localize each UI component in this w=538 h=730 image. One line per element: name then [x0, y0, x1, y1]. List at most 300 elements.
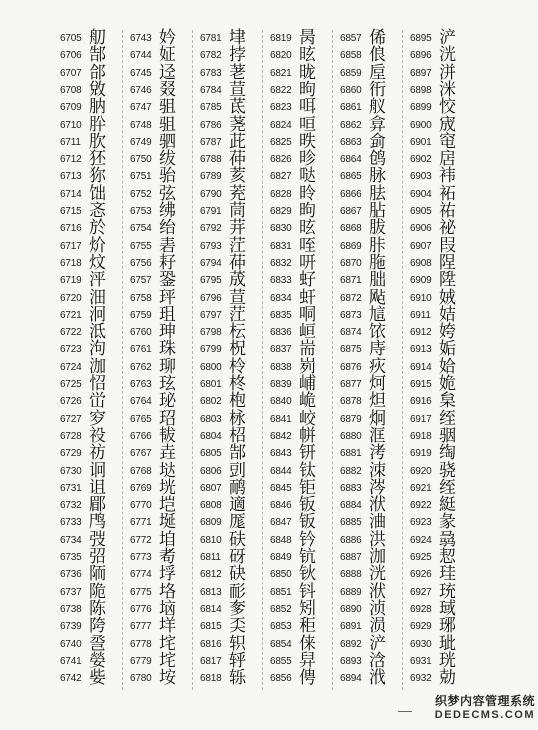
- char-glyph: 琙: [439, 598, 456, 619]
- char-glyph: 胩: [369, 235, 386, 256]
- table-column: [58, 30, 128, 690]
- char-code: 6932: [410, 673, 432, 685]
- char-glyph: 袥: [439, 183, 456, 204]
- char-code: 6858: [340, 50, 362, 62]
- table-row: [58, 99, 128, 116]
- char-glyph: 昤: [299, 183, 316, 204]
- char-code: 6809: [200, 517, 222, 529]
- char-code: 6886: [340, 534, 362, 546]
- char-glyph: 峧: [299, 408, 316, 429]
- char-glyph: 弢: [89, 529, 106, 550]
- char-glyph: 泇: [89, 356, 106, 377]
- char-code: 6742: [60, 673, 82, 685]
- char-code: 6928: [410, 603, 432, 615]
- char-glyph: 剅: [229, 460, 246, 481]
- char-code: 6733: [60, 517, 82, 529]
- char-code: 6889: [340, 586, 362, 598]
- char-glyph: 帡: [299, 425, 316, 446]
- table-column: [268, 30, 338, 690]
- char-code: 6905: [410, 206, 432, 217]
- table-row: [338, 168, 408, 185]
- char-code: 6789: [200, 171, 222, 183]
- char-glyph: 涔: [369, 477, 386, 498]
- char-code: 6887: [340, 552, 362, 563]
- table-row: [408, 618, 478, 635]
- char-glyph: 耑: [299, 339, 316, 360]
- char-code: 6737: [60, 586, 82, 598]
- char-glyph: 飐: [369, 287, 386, 308]
- char-code: 6852: [270, 603, 292, 615]
- char-glyph: 朏: [369, 270, 386, 291]
- table-row: [198, 460, 268, 481]
- char-glyph: 韨: [159, 425, 176, 446]
- char-code: 6760: [130, 327, 152, 339]
- character-table: [58, 30, 478, 690]
- char-glyph: 袆: [439, 166, 456, 187]
- char-code: 6900: [410, 119, 432, 131]
- char-glyph: 轷: [229, 650, 246, 671]
- char-glyph: 垯: [159, 460, 176, 481]
- char-glyph: 洴: [439, 62, 456, 83]
- char-code: 6770: [130, 500, 152, 512]
- table-row: [338, 114, 408, 135]
- char-glyph: 钬: [299, 564, 316, 585]
- char-code: 6816: [200, 638, 222, 650]
- table-row: [338, 99, 408, 116]
- char-glyph: 峛: [299, 356, 316, 377]
- char-code: 6807: [200, 482, 222, 494]
- char-code: 6862: [340, 119, 362, 131]
- char-glyph: 浀: [369, 512, 386, 533]
- char-code: 6750: [130, 154, 152, 166]
- table-row: [198, 341, 268, 358]
- table-row: [58, 47, 128, 64]
- char-code: 6849: [270, 552, 292, 563]
- char-code: 6772: [130, 534, 152, 546]
- char-code: 6740: [60, 638, 82, 650]
- char-code: 6897: [410, 67, 432, 79]
- table-column: [198, 30, 268, 690]
- char-code: 6907: [410, 240, 432, 252]
- table-row: [408, 220, 478, 237]
- char-code: 6725: [60, 379, 82, 390]
- char-code: 6863: [340, 136, 362, 148]
- column-divider: [402, 30, 404, 690]
- char-glyph: 炣: [369, 374, 386, 394]
- table-row: [128, 220, 198, 237]
- char-glyph: 枹: [229, 391, 246, 412]
- table-row: [338, 514, 408, 531]
- char-code: 6795: [200, 275, 222, 287]
- char-glyph: 弦: [159, 183, 176, 204]
- char-glyph: 舠: [89, 28, 106, 48]
- char-code: 6839: [270, 379, 292, 390]
- char-code: 6776: [130, 603, 152, 615]
- char-code: 6724: [60, 361, 82, 373]
- table-row: [268, 514, 338, 531]
- char-glyph: 咡: [299, 97, 316, 118]
- char-code: 6764: [130, 396, 152, 408]
- char-glyph: 绂: [159, 149, 176, 170]
- table-row: [198, 633, 268, 654]
- char-code: 6912: [410, 327, 432, 339]
- char-glyph: 狉: [89, 149, 106, 170]
- char-glyph: 枟: [229, 322, 246, 343]
- char-glyph: 姶: [439, 356, 456, 377]
- char-glyph: 奓: [229, 598, 246, 619]
- char-glyph: 弇: [369, 114, 386, 135]
- char-glyph: 琊: [439, 616, 456, 637]
- char-code: 6856: [270, 673, 292, 685]
- char-glyph: 叚: [439, 235, 456, 256]
- char-code: 6745: [130, 67, 152, 79]
- char-code: 6903: [410, 171, 432, 183]
- table-row: [198, 514, 268, 531]
- char-code: 6815: [200, 621, 222, 633]
- char-code: 6747: [130, 102, 152, 114]
- char-glyph: 嫈: [89, 650, 106, 671]
- char-code: 6729: [60, 448, 82, 460]
- char-glyph: 胣: [369, 252, 386, 273]
- char-glyph: 泜: [89, 322, 106, 343]
- char-code: 6915: [410, 379, 432, 390]
- char-code: 6755: [130, 240, 152, 252]
- char-glyph: 洸: [369, 564, 386, 585]
- char-code: 6909: [410, 275, 432, 287]
- char-code: 6806: [200, 465, 222, 477]
- char-glyph: 砄: [229, 564, 246, 585]
- char-glyph: 祐: [439, 201, 456, 221]
- table-row: [58, 272, 128, 289]
- char-glyph: 洣: [439, 79, 456, 100]
- char-glyph: 姃: [159, 45, 176, 66]
- char-glyph: 砉: [159, 235, 176, 256]
- char-code: 6705: [60, 33, 82, 44]
- char-glyph: 衎: [369, 79, 386, 100]
- table-row: [58, 514, 128, 531]
- char-code: 6910: [410, 292, 432, 304]
- char-glyph: 疢: [369, 356, 386, 377]
- char-code: 6881: [340, 448, 362, 460]
- char-code: 6794: [200, 257, 222, 269]
- char-glyph: 炆: [89, 252, 106, 273]
- char-glyph: 怊: [89, 374, 106, 394]
- table-row: [198, 445, 268, 462]
- char-code: 6744: [130, 50, 152, 62]
- char-code: 6913: [410, 344, 432, 356]
- char-code: 6751: [130, 171, 152, 183]
- table-row: [198, 618, 268, 635]
- char-code: 6797: [200, 309, 222, 321]
- table-row: [408, 460, 478, 481]
- char-glyph: 泙: [89, 270, 106, 291]
- table-row: [268, 460, 338, 481]
- char-glyph: 昽: [299, 62, 316, 83]
- char-code: 6860: [340, 84, 362, 96]
- char-code: 6736: [60, 569, 82, 581]
- char-glyph: 埏: [159, 512, 176, 533]
- char-glyph: 鸤: [89, 512, 106, 533]
- char-glyph: 垚: [159, 443, 176, 464]
- char-glyph: 绖: [439, 477, 456, 498]
- char-glyph: 洭: [369, 425, 386, 446]
- char-code: 6854: [270, 638, 292, 650]
- table-row: [128, 99, 198, 116]
- table-row: [128, 272, 198, 289]
- char-glyph: 娀: [439, 287, 456, 308]
- char-glyph: 恝: [439, 547, 456, 567]
- char-glyph: 俍: [369, 45, 386, 66]
- table-row: [338, 393, 408, 410]
- char-code: 6775: [130, 586, 152, 598]
- char-code: 6707: [60, 67, 82, 79]
- char-code: 6796: [200, 292, 222, 304]
- char-glyph: 浐: [439, 28, 456, 48]
- char-glyph: 肸: [89, 114, 106, 135]
- table-row: [58, 460, 128, 481]
- char-glyph: 炌: [89, 235, 106, 256]
- char-glyph: 敓: [89, 79, 106, 100]
- char-code: 6727: [60, 413, 82, 425]
- char-glyph: 茺: [229, 183, 246, 204]
- char-code: 6720: [60, 292, 82, 304]
- char-glyph: 洑: [369, 581, 386, 602]
- char-glyph: 耏: [229, 581, 246, 602]
- char-code: 6892: [340, 638, 362, 650]
- char-glyph: 訄: [369, 304, 386, 325]
- char-glyph: 浛: [369, 650, 386, 671]
- char-code: 6922: [410, 500, 432, 512]
- char-code: 6731: [60, 482, 82, 494]
- char-code: 6838: [270, 361, 292, 373]
- char-glyph: 挬: [229, 45, 246, 66]
- char-glyph: 珫: [439, 581, 456, 602]
- char-glyph: 钘: [299, 443, 316, 464]
- char-code: 6861: [340, 102, 362, 114]
- char-code: 6746: [130, 84, 152, 96]
- char-glyph: 肷: [89, 131, 106, 152]
- char-glyph: 玹: [159, 374, 176, 394]
- char-glyph: 祋: [89, 425, 106, 446]
- char-glyph: 脉: [369, 166, 386, 187]
- table-row: [408, 287, 478, 308]
- table-row: [268, 114, 338, 135]
- char-code: 6813: [200, 586, 222, 598]
- table-row: [58, 168, 128, 185]
- table-row: [58, 445, 128, 462]
- char-code: 6786: [200, 119, 222, 131]
- table-row: [268, 272, 338, 289]
- char-code: 6921: [410, 482, 432, 494]
- char-code: 6875: [340, 344, 362, 356]
- char-code: 6763: [130, 379, 152, 390]
- char-glyph: 垎: [159, 581, 176, 602]
- char-glyph: 郜: [89, 45, 106, 66]
- char-glyph: 钣: [299, 495, 316, 516]
- char-code: 6926: [410, 569, 432, 581]
- char-code: 6869: [340, 240, 362, 252]
- table-row: [338, 220, 408, 237]
- table-row: [128, 114, 198, 135]
- char-code: 6843: [270, 448, 292, 460]
- char-code: 6762: [130, 361, 152, 373]
- char-glyph: 洓: [369, 460, 386, 481]
- char-code: 6825: [270, 136, 292, 148]
- char-glyph: 绹: [439, 443, 456, 464]
- char-glyph: 垲: [159, 495, 176, 516]
- char-glyph: 珌: [159, 391, 176, 412]
- table-row: [128, 566, 198, 583]
- char-code: 6853: [270, 621, 292, 633]
- char-code: 6837: [270, 344, 292, 356]
- char-code: 6871: [340, 275, 362, 287]
- table-row: [268, 670, 338, 687]
- char-glyph: 绋: [159, 201, 176, 221]
- table-row: [198, 287, 268, 308]
- char-code: 6850: [270, 569, 292, 581]
- char-glyph: 茈: [229, 131, 246, 152]
- char-glyph: 哒: [299, 166, 316, 187]
- char-code: 6726: [60, 396, 82, 408]
- char-glyph: 迳: [159, 62, 176, 83]
- char-code: 6732: [60, 500, 82, 512]
- char-glyph: 祕: [439, 218, 456, 239]
- table-row: [338, 618, 408, 635]
- char-code: 6718: [60, 257, 82, 269]
- char-code: 6799: [200, 344, 222, 356]
- char-glyph: 浈: [369, 598, 386, 619]
- char-code: 6876: [340, 361, 362, 373]
- char-code: 6778: [130, 638, 152, 650]
- char-code: 6824: [270, 119, 292, 131]
- char-code: 6810: [200, 534, 222, 546]
- char-glyph: 洑: [369, 495, 386, 516]
- char-code: 6758: [130, 292, 152, 304]
- char-glyph: 玼: [439, 633, 456, 654]
- char-code: 6721: [60, 309, 82, 321]
- table-row: [58, 566, 128, 583]
- char-glyph: 骃: [439, 425, 456, 446]
- char-code: 6714: [60, 188, 82, 200]
- char-glyph: 钤: [299, 529, 316, 550]
- char-glyph: 昡: [299, 45, 316, 66]
- char-glyph: 秬: [299, 616, 316, 637]
- table-row: [198, 114, 268, 135]
- char-code: 6904: [410, 188, 432, 200]
- table-row: [128, 460, 198, 481]
- char-code: 6717: [60, 240, 82, 252]
- char-code: 6787: [200, 136, 222, 148]
- watermark: [395, 688, 535, 730]
- char-code: 6800: [200, 361, 222, 373]
- char-glyph: 泃: [89, 339, 106, 360]
- char-code: 6743: [130, 33, 152, 44]
- table-row: [338, 633, 408, 654]
- char-glyph: 銎: [159, 270, 176, 291]
- table-row: [128, 514, 198, 531]
- table-row: [338, 341, 408, 358]
- char-glyph: 泇: [369, 547, 386, 567]
- char-code: 6722: [60, 327, 82, 339]
- char-glyph: 郃: [89, 62, 106, 83]
- char-code: 6780: [130, 673, 152, 685]
- char-glyph: 茽: [229, 149, 246, 170]
- char-glyph: 鸧: [369, 149, 386, 170]
- char-glyph: 昫: [299, 201, 316, 221]
- char-glyph: 钪: [299, 547, 316, 567]
- char-glyph: 陧: [439, 252, 456, 273]
- char-glyph: 茳: [229, 235, 246, 256]
- char-code: 6738: [60, 603, 82, 615]
- char-code: 6919: [410, 448, 432, 460]
- char-code: 6748: [130, 119, 152, 131]
- char-code: 6709: [60, 102, 82, 114]
- char-code: 6711: [60, 136, 81, 148]
- char-code: 6798: [200, 327, 222, 339]
- char-glyph: 荿: [229, 270, 246, 291]
- char-code: 6927: [410, 586, 432, 598]
- table-row: [338, 670, 408, 687]
- char-code: 6914: [410, 361, 432, 373]
- char-glyph: 舁: [299, 650, 316, 671]
- char-code: 6716: [60, 223, 82, 235]
- char-code: 6817: [200, 655, 222, 667]
- table-column: [128, 30, 198, 690]
- table-row: [408, 341, 478, 358]
- char-code: 6898: [410, 84, 432, 96]
- char-code: 6925: [410, 552, 432, 563]
- table-row: [198, 566, 268, 583]
- char-code: 6708: [60, 84, 82, 96]
- char-code: 6723: [60, 344, 82, 356]
- char-code: 6814: [200, 603, 222, 615]
- char-glyph: 郿: [89, 495, 106, 516]
- char-glyph: 姞: [439, 304, 456, 325]
- char-glyph: 珠: [159, 339, 176, 360]
- char-code: 6882: [340, 465, 362, 477]
- char-glyph: 洘: [369, 443, 386, 464]
- char-glyph: 涢: [369, 616, 386, 637]
- table-row: [198, 220, 268, 237]
- char-glyph: 柖: [229, 425, 246, 446]
- char-glyph: 陑: [89, 564, 106, 585]
- char-code: 6917: [410, 413, 432, 425]
- char-code: 6855: [270, 655, 292, 667]
- char-glyph: 玿: [159, 408, 176, 429]
- char-glyph: 柊: [229, 374, 246, 394]
- char-code: 6785: [200, 102, 222, 114]
- char-glyph: 珖: [439, 650, 456, 671]
- char-code: 6739: [60, 621, 82, 633]
- char-glyph: 柷: [229, 339, 246, 360]
- char-code: 6741: [60, 655, 82, 667]
- char-code: 6885: [340, 517, 362, 529]
- char-code: 6891: [340, 621, 362, 633]
- char-glyph: 垞: [159, 650, 176, 671]
- char-glyph: 珪: [439, 564, 456, 585]
- table-row: [198, 168, 268, 185]
- char-glyph: 轵: [229, 633, 246, 654]
- char-code: 6782: [200, 50, 222, 62]
- char-code: 6901: [410, 136, 432, 148]
- char-code: 6777: [130, 621, 152, 633]
- char-code: 6757: [130, 275, 152, 287]
- char-code: 6793: [200, 240, 222, 252]
- char-glyph: 適: [229, 495, 246, 516]
- char-glyph: 峬: [299, 374, 316, 394]
- char-code: 6819: [270, 33, 292, 44]
- char-code: 6873: [340, 309, 362, 321]
